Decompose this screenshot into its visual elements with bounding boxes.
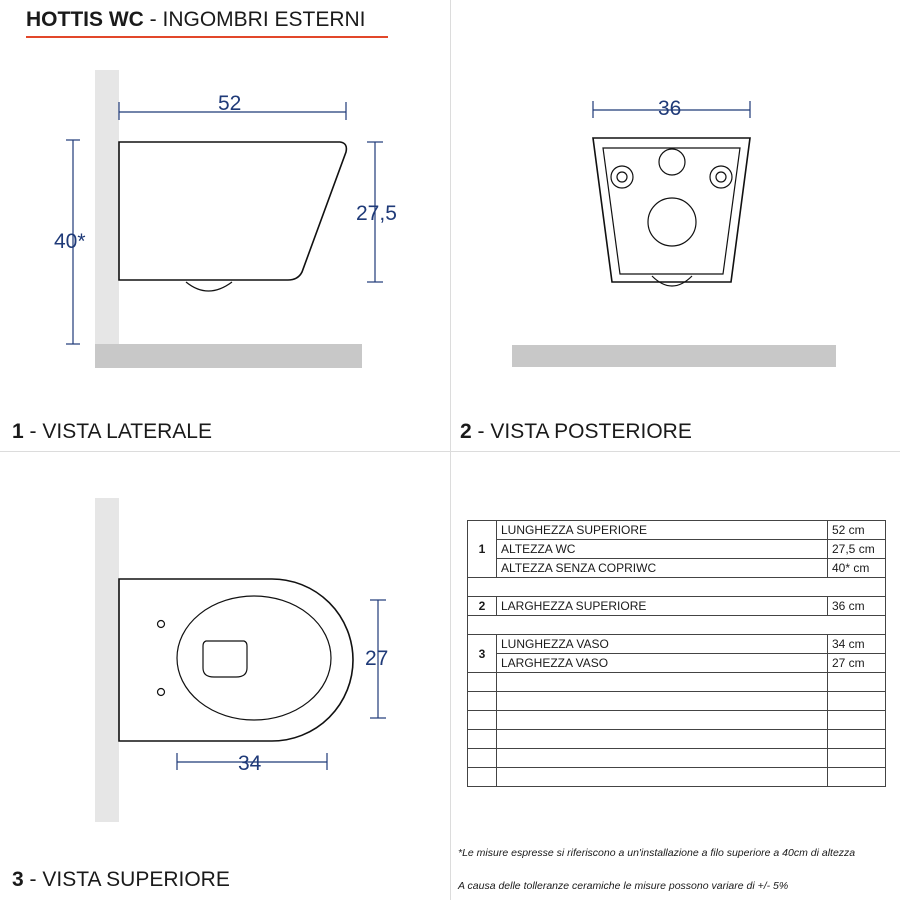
- empty-row: [468, 711, 886, 730]
- panel-title-lateral: 1 - VISTA LATERALE: [12, 420, 212, 443]
- panel-title-top: 3 - VISTA SUPERIORE: [12, 868, 230, 891]
- dim-lateral-total-height: 40*: [54, 230, 86, 253]
- group-number: 1: [468, 521, 497, 578]
- top-view-drawing: [0, 452, 450, 900]
- table-row: [468, 540, 886, 559]
- wc-side-outline: [119, 142, 346, 280]
- table-row: [468, 597, 886, 616]
- floor: [95, 344, 362, 368]
- empty-row: [468, 673, 886, 692]
- wc-rear-outline: [593, 138, 750, 282]
- row-label: ALTEZZA WC: [497, 540, 828, 559]
- brand-name: HOTTIS WC: [26, 8, 144, 31]
- floor: [512, 345, 836, 367]
- empty-row: [468, 768, 886, 787]
- footnote-tolerance: A causa delle tolleranze ceramiche le misure possono variare di +/- 5%: [458, 880, 789, 892]
- row-value: 27 cm: [828, 654, 886, 673]
- row-label: LARGHEZZA SUPERIORE: [497, 597, 828, 616]
- row-label: ALTEZZA SENZA COPRIWC: [497, 559, 828, 578]
- row-value: 34 cm: [828, 635, 886, 654]
- table-row: [468, 654, 886, 673]
- spacer-row: [468, 616, 886, 635]
- table-row: [468, 559, 886, 578]
- empty-row: [468, 730, 886, 749]
- dim-lateral-height: 27,5: [356, 202, 397, 225]
- wc-drain-outline: [186, 282, 232, 291]
- dim-top-width: 27: [365, 647, 389, 670]
- row-value: 52 cm: [828, 521, 886, 540]
- row-label: LARGHEZZA VASO: [497, 654, 828, 673]
- page-subtitle: - INGOMBRI ESTERNI: [143, 8, 366, 31]
- group-number: 3: [468, 635, 497, 673]
- spacer-row: [468, 578, 886, 597]
- table-row: [468, 635, 886, 654]
- wall: [95, 498, 119, 822]
- row-value: 36 cm: [828, 597, 886, 616]
- rear-view-drawing: [450, 0, 900, 450]
- dim-rear-width: 36: [658, 97, 682, 120]
- empty-row: [468, 749, 886, 768]
- row-label: LUNGHEZZA SUPERIORE: [497, 521, 828, 540]
- row-value: 27,5 cm: [828, 540, 886, 559]
- wall: [95, 70, 119, 350]
- empty-row: [468, 692, 886, 711]
- footnote-installation: *Le misure espresse si riferiscono a un'installazione a filo superiore a 40cm di altezza: [458, 847, 856, 859]
- dimensions-table: [467, 520, 886, 787]
- row-label: LUNGHEZZA VASO: [497, 635, 828, 654]
- wc-top-outline: [119, 579, 353, 741]
- panel-title-rear: 2 - VISTA POSTERIORE: [460, 420, 692, 443]
- table-row: [468, 521, 886, 540]
- dim-lateral-length: 52: [218, 92, 242, 115]
- dim-top-length: 34: [238, 752, 262, 775]
- group-number: 2: [468, 597, 497, 616]
- row-value: 40* cm: [828, 559, 886, 578]
